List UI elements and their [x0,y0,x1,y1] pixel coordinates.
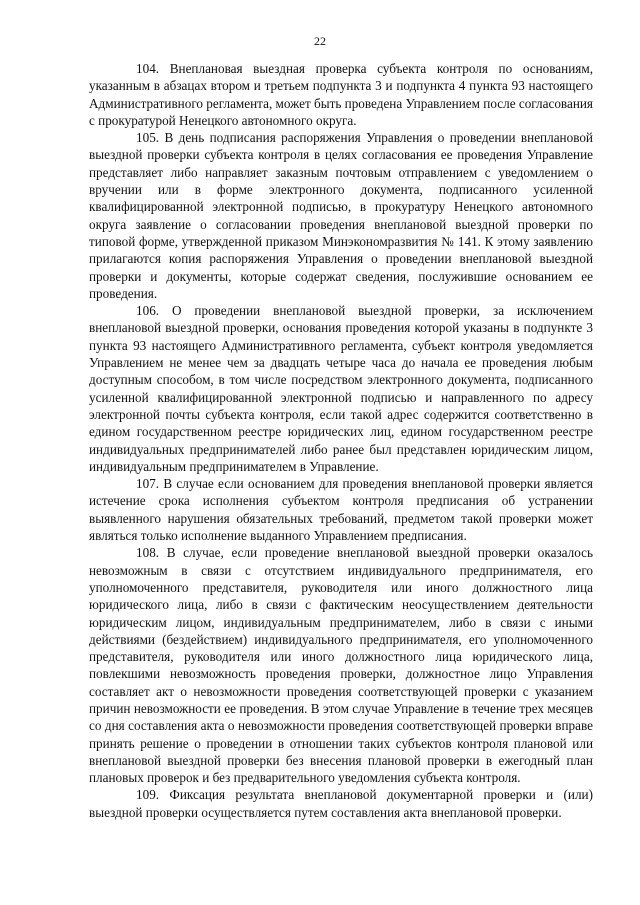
paragraph-104: 104. Внеплановая выездная проверка субъекта контроля по основаниям, указанным в абзацах втором и третьем подпункта 3 и подпункта 4 пункта 93 настоящего Административного регламента, может быть проведена Управлением после согласования с прокуратурой Ненецкого автономного округа. [89,61,593,128]
paragraph-105: 105. В день подписания распоряжения Управления о проведении внеплановой выездной проверки субъекта контроля в целях согласования ее проведения Управление представляет либо направляет заказным почтовым отправлением с уведомлением о вручении или в форме электронного документа, подписанного усиленной квалифицированной электронной подписью, в прокуратуру Ненецкого автономного округа заявление о согласовании проведения внеплановой выездной проверки по типовой форме, утвержденной приказом Минэкономразвития № 141. К этому заявлению прилагаются копия распоряжения Управления о проведении внеплановой выездной проверки и документы, которые содержат сведения, послужившие основанием ее проведения. [89,130,593,301]
paragraph-108: 108. В случае, если проведение внеплановой выездной проверки оказалось невозможным в связи с отсутствием индивидуального предпринимателя, его уполномоченного представителя, руководителя или иного должностного лица юридического лица, либо в связи с фактическим неосуществлением деятельности юридическим лицом, индивидуальным предпринимателем, либо в связи с иными действиями (бездействием) индивидуального предпринимателя, его уполномоченного представителя, руководителя или иного должностного лица юридического лица, повлекшими невозможность проведения проверки, должностное лицо Управления составляет акт о невозможности проведения соответствующей проверки с указанием причин невозможности ее проведения. В этом случае Управление в течение трех месяцев со дня составления акта о невозможности проведения соответствующей проверки вправе принять решение о проведении в отношении таких субъектов контроля плановой или внеплановой выездной проверки без внесения плановой проверки в ежегодный план плановых проверок и без предварительного уведомления субъекта контроля. [89,545,593,786]
paragraph-106: 106. О проведении внеплановой выездной проверки, за исключением внеплановой выездной проверки, основания проведения которой указаны в подпункте 3 пункта 93 настоящего Административного регламента, субъект контроля уведомляется Управлением не менее чем за двадцать четыре часа до начала ее проведения любым доступным способом, в том числе посредством электронного документа, подписанного усиленной квалифицированной электронной подписью и направленного по адресу электронной почты субъекта контроля, если такой адрес содержится соответственно в едином государственном реестре юридических лиц, едином государственном реестре индивидуальных предпринимателей либо ранее был представлен юридическим лицом, индивидуальным предпринимателем в Управление. [89,303,593,474]
document-body [89,60,593,821]
paragraph-109: 109. Фиксация результата внеплановой документарной проверки и (или) выездной проверки осуществляется путем составления акта внеплановой проверки. [89,787,593,820]
paragraph-107: 107. В случае если основанием для проведения внеплановой проверки является истечение срока исполнения субъектом контроля предписания об устранении выявленного нарушения обязательных требований, предметом такой проверки может являться только исполнение выданного Управлением предписания. [89,476,593,544]
page-number: 22 [314,34,326,48]
